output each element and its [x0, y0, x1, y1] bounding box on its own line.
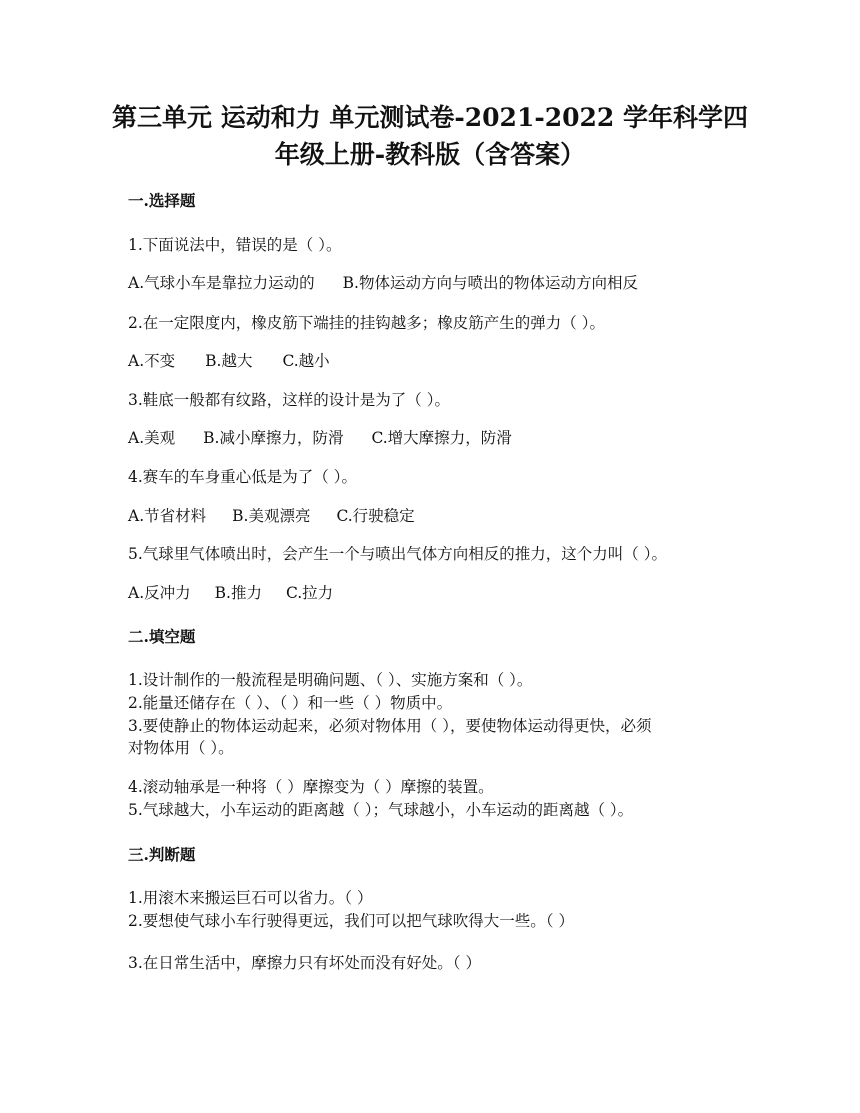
- option-a: A.美观: [128, 429, 176, 447]
- fill-question-3-line-1: 3.要使静止的物体运动起来，必须对物体用（ ），要使物体运动得更快，必须: [128, 717, 652, 735]
- option-c: C.拉力: [285, 584, 334, 602]
- option-b: B.物体运动方向与喷出的物体运动方向相反: [342, 274, 638, 292]
- choice-question-2: 2.在一定限度内，橡皮筋下端挂的挂钩越多；橡皮筋产生的弹力（ ）。: [128, 314, 605, 332]
- section-choice-heading: 一.选择题: [128, 191, 196, 210]
- choice-question-1: 1.下面说法中，错误的是（ ）。: [128, 236, 342, 254]
- option-a: A.节省材料: [128, 507, 207, 525]
- fill-question-2: 2.能量还储存在（ ）、（ ）和一些（ ）物质中。: [128, 694, 453, 712]
- choice-question-5-options: [128, 583, 333, 603]
- choice-question-2-options: [128, 351, 330, 371]
- section-judge-heading: 三.判断题: [128, 845, 196, 864]
- judge-question-1: 1.用滚木来搬运巨石可以省力。（ ）: [128, 889, 373, 907]
- fill-question-5: 5.气球越大，小车运动的距离越（ ）；气球越小，小车运动的距离越（ ）。: [128, 801, 634, 819]
- option-c: C.增大摩擦力，防滑: [371, 429, 512, 447]
- choice-question-4: 4.赛车的车身重心低是为了（ ）。: [128, 468, 357, 486]
- judge-question-3: 3.在日常生活中，摩擦力只有坏处而没有好处。（ ）: [128, 954, 481, 972]
- choice-question-1-options: [128, 273, 638, 293]
- section-fill-heading: 二.填空题: [128, 627, 196, 646]
- option-a: A.反冲力: [128, 584, 191, 602]
- option-b: B.越大: [205, 352, 253, 370]
- choice-question-3: 3.鞋底一般都有纹路，这样的设计是为了（ ）。: [128, 391, 450, 409]
- option-b: B.美观漂亮: [232, 507, 311, 525]
- option-c: C.行驶稳定: [336, 507, 415, 525]
- choice-question-3-options: [128, 428, 512, 448]
- choice-question-4-options: [128, 506, 415, 526]
- document-title: [60, 99, 800, 173]
- judge-question-2: 2.要想使气球小车行驶得更远，我们可以把气球吹得大一些。（ ）: [128, 912, 574, 930]
- option-b: B.减小摩擦力，防滑: [203, 429, 344, 447]
- option-c: C.越小: [282, 352, 330, 370]
- choice-question-5: 5.气球里气体喷出时，会产生一个与喷出气体方向相反的推力，这个力叫（ ）。: [128, 545, 667, 563]
- option-a: A.气球小车是靠拉力运动的: [128, 274, 315, 292]
- option-a: A.不变: [128, 352, 176, 370]
- fill-question-3-line-2: 对物体用（ ）。: [128, 739, 234, 757]
- fill-question-1: 1.设计制作的一般流程是明确问题、（ ）、实施方案和（ ）。: [128, 671, 533, 689]
- title-line-1: 第三单元 运动和力 单元测试卷-2021-2022 学年科学四: [111, 103, 749, 132]
- option-b: B.推力: [214, 584, 262, 602]
- fill-question-4: 4.滚动轴承是一种将（ ）摩擦变为（ ）摩擦的装置。: [128, 778, 494, 796]
- title-line-2: 年级上册-教科版（含答案）: [274, 140, 586, 169]
